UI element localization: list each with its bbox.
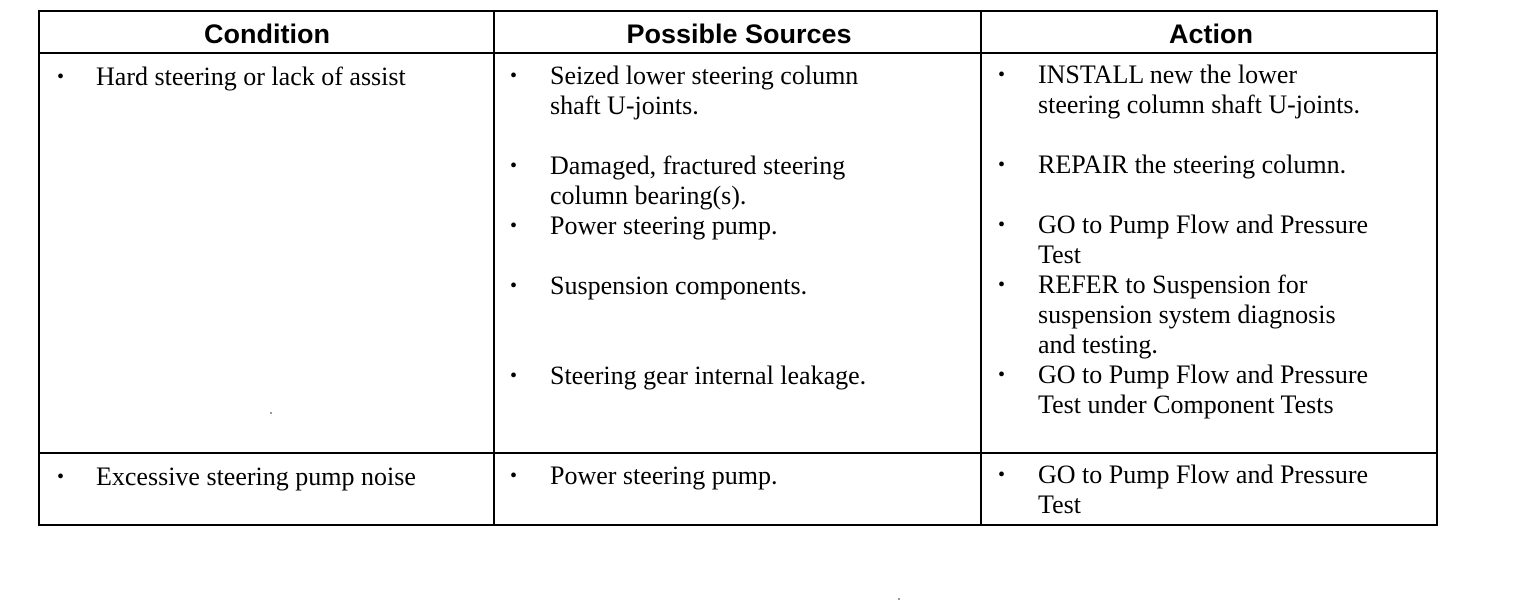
source-item: Suspension components. [550, 271, 808, 300]
header-condition: Condition [204, 19, 330, 49]
column-divider [980, 12, 982, 524]
diagnosis-table [38, 10, 1438, 526]
header-action: Action [1169, 19, 1253, 49]
bullet-icon: • [57, 466, 65, 488]
column-divider [493, 12, 495, 524]
bullet-icon: • [998, 464, 1006, 486]
condition-text: Excessive steering pump noise [96, 462, 416, 491]
action-item: REPAIR the steering column. [1038, 150, 1347, 179]
source-item: Power steering pump. [550, 211, 778, 240]
header-possible-sources: Possible Sources [626, 19, 852, 49]
table-header-row [40, 12, 1436, 54]
scan-speck [270, 412, 272, 414]
bullet-icon: • [510, 365, 518, 387]
bullet-icon: • [510, 275, 518, 297]
action-item: REFER to Suspension for suspension system diagnosis and testing. [1038, 270, 1336, 359]
row-divider [40, 452, 1436, 454]
source-item: Seized lower steering column shaft U-joints. [550, 61, 859, 120]
source-item: Steering gear internal leakage. [550, 361, 867, 390]
source-item: Damaged, fractured steering column bearing(s). [550, 151, 846, 210]
bullet-icon: • [998, 214, 1006, 236]
bullet-icon: • [510, 465, 518, 487]
bullet-icon: • [510, 155, 518, 177]
condition-text: Hard steering or lack of assist [96, 62, 406, 91]
source-item: Power steering pump. [550, 461, 778, 490]
bullet-icon: • [510, 215, 518, 237]
bullet-icon: • [998, 364, 1006, 386]
action-item: GO to Pump Flow and Pressure Test under Component Tests [1038, 360, 1369, 419]
action-item: GO to Pump Flow and Pressure Test [1038, 460, 1369, 519]
action-item: INSTALL new the lower steering column shaft U-joints. [1038, 60, 1361, 119]
scan-speck [898, 598, 900, 600]
action-item: GO to Pump Flow and Pressure Test [1038, 210, 1369, 269]
bullet-icon: • [57, 66, 65, 88]
bullet-icon: • [510, 65, 518, 87]
bullet-icon: • [998, 274, 1006, 296]
bullet-icon: • [998, 64, 1006, 86]
bullet-icon: • [998, 154, 1006, 176]
